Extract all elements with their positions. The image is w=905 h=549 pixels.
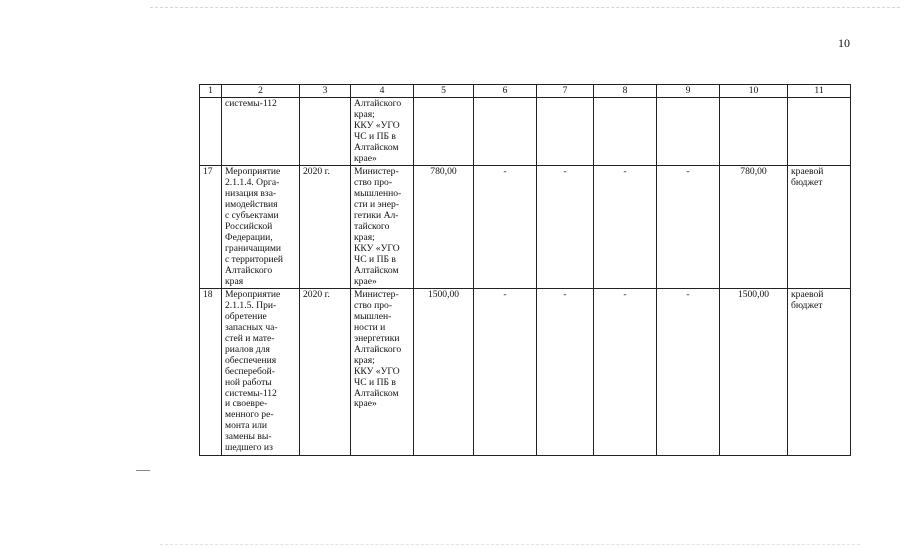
program-table xyxy=(199,84,851,456)
col6-cell: - xyxy=(474,289,537,456)
activity-name xyxy=(222,98,300,166)
cell-line: ной работы xyxy=(225,376,272,388)
executor-cell xyxy=(351,98,414,166)
year-cell: 2020 г. xyxy=(300,166,351,289)
cell-line: замены вы- xyxy=(225,431,272,443)
funding-source xyxy=(788,289,851,456)
header-cell: 1 xyxy=(200,85,222,98)
year-cell xyxy=(300,98,351,166)
executor-cell xyxy=(351,166,414,289)
header-cell: 9 xyxy=(657,85,720,98)
cell-line: края; xyxy=(354,231,375,243)
col8-cell: - xyxy=(594,289,657,456)
header-cell: 7 xyxy=(537,85,594,98)
row-number: 17 xyxy=(200,166,222,289)
cell-line: бесперебой- xyxy=(225,365,275,377)
activity-name xyxy=(222,289,300,456)
header-cell: 6 xyxy=(474,85,537,98)
cell-line: сти и энер- xyxy=(354,199,400,211)
total-cell: 1500,00 xyxy=(414,289,474,456)
executor-cell xyxy=(351,289,414,456)
cell-line: ство про- xyxy=(354,300,393,312)
col9-cell: - xyxy=(657,289,720,456)
cell-line: бюджет xyxy=(791,177,823,189)
cell-line: Министер- xyxy=(354,289,399,301)
cell-line: Алтайского xyxy=(225,264,273,276)
table-row xyxy=(200,289,851,456)
scan-artifact-bottom xyxy=(160,544,860,545)
cell-line: Мероприятие xyxy=(225,289,281,301)
cell-line: гетики Ал- xyxy=(354,210,399,222)
cell-line: крае» xyxy=(354,152,377,164)
cell-line: краевой xyxy=(791,166,824,178)
cell-line: ККУ «УГО xyxy=(354,119,400,131)
cell-line: 2.1.1.5. При- xyxy=(225,300,277,312)
cell-line: края xyxy=(225,275,244,287)
cell-line: краевой xyxy=(791,289,824,301)
cell-line: 2.1.1.4. Орга- xyxy=(225,177,280,189)
col10-cell: 1500,00 xyxy=(720,289,788,456)
cell-line: Федерации, xyxy=(225,231,273,243)
page-number: 10 xyxy=(838,36,850,50)
row-number xyxy=(200,98,222,166)
cell-line: ство про- xyxy=(354,177,393,189)
cell-line: Российской xyxy=(225,220,273,232)
col8-cell: - xyxy=(594,166,657,289)
header-cell: 5 xyxy=(414,85,474,98)
header-cell: 11 xyxy=(788,85,851,98)
cell-line: Алтайском xyxy=(354,387,399,399)
cell-line: энергетики xyxy=(354,333,400,345)
cell-line: системы-112 xyxy=(225,387,277,399)
funding-source xyxy=(788,166,851,289)
cell-line: ЧС и ПБ в xyxy=(354,253,396,265)
cell-line: мышлен- xyxy=(354,311,392,323)
cell-line: стей и мате- xyxy=(225,333,275,345)
cell-line: мышленно- xyxy=(354,188,402,200)
cell-line: монта или xyxy=(225,420,268,432)
col8-cell xyxy=(594,98,657,166)
cell-line: риалов для xyxy=(225,343,270,355)
cell-line: ККУ «УГО xyxy=(354,242,400,254)
table-row xyxy=(200,166,851,289)
cell-line: низация вза- xyxy=(225,188,277,200)
col7-cell xyxy=(537,98,594,166)
cell-line: и своевре- xyxy=(225,398,268,410)
header-cell: 3 xyxy=(300,85,351,98)
cell-line: запасных ча- xyxy=(225,322,278,334)
header-cell: 2 xyxy=(222,85,300,98)
cell-line: края; xyxy=(354,108,375,120)
cell-line: шедшего из xyxy=(225,442,273,454)
cell-line: Алтайского xyxy=(354,98,402,109)
cell-line: ности и xyxy=(354,322,386,334)
col9-cell xyxy=(657,98,720,166)
cell-line: Алтайском xyxy=(354,141,399,153)
table-row xyxy=(200,98,851,166)
cell-line: крае» xyxy=(354,398,377,410)
cell-line: ЧС и ПБ в xyxy=(354,130,396,142)
cell-line: ККУ «УГО xyxy=(354,365,400,377)
funding-source xyxy=(788,98,851,166)
header-row xyxy=(200,85,851,98)
cell-line: бюджет xyxy=(791,300,823,312)
cell-line: Министер- xyxy=(354,166,399,178)
cell-line: крае» xyxy=(354,275,377,287)
header-cell: 4 xyxy=(351,85,414,98)
cell-line: системы-112 xyxy=(225,98,277,109)
margin-mark xyxy=(136,470,150,471)
cell-line: граничащими xyxy=(225,242,282,254)
col10-cell xyxy=(720,98,788,166)
col9-cell: - xyxy=(657,166,720,289)
year-cell: 2020 г. xyxy=(300,289,351,456)
cell-line: ЧС и ПБ в xyxy=(354,376,396,388)
cell-line: тайского xyxy=(354,220,390,232)
col7-cell: - xyxy=(537,166,594,289)
scan-artifact-top xyxy=(150,7,900,8)
col6-cell xyxy=(474,98,537,166)
header-cell: 10 xyxy=(720,85,788,98)
col7-cell: - xyxy=(537,289,594,456)
cell-line: обретение xyxy=(225,311,267,323)
cell-line: Мероприятие xyxy=(225,166,281,178)
cell-line: Алтайском xyxy=(354,264,399,276)
col6-cell: - xyxy=(474,166,537,289)
total-cell: 780,00 xyxy=(414,166,474,289)
cell-line: с субъектами xyxy=(225,210,279,222)
cell-line: Алтайского xyxy=(354,343,402,355)
cell-line: обеспечения xyxy=(225,354,277,366)
cell-line: края; xyxy=(354,354,375,366)
cell-line: имодействия xyxy=(225,199,278,211)
cell-line: с территорией xyxy=(225,253,284,265)
row-number: 18 xyxy=(200,289,222,456)
total-cell xyxy=(414,98,474,166)
header-cell: 8 xyxy=(594,85,657,98)
col10-cell: 780,00 xyxy=(720,166,788,289)
activity-name xyxy=(222,166,300,289)
cell-line: менного ре- xyxy=(225,409,274,421)
